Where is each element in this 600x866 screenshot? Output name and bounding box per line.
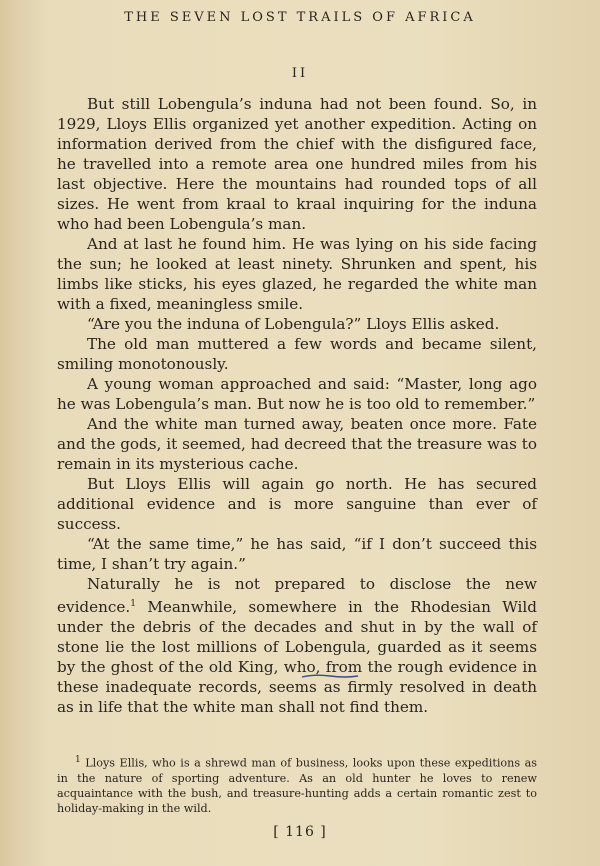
pen-underline-mark [300,673,360,679]
section-number: II [291,66,309,81]
paragraph: But still Lobengula’s induna had not been found. So, in 1929, Lloys Ellis organized yet another expedition. Acting on information derived from the chief with the disfigured face, he travelled into a remote area one hundred miles from his last objective. Here the mountains had rounded tops of all sizes. He went from kraal to kraal inquiring for the induna who had been Lobengula’s man. [57,95,537,233]
footnote-reference: 1 [130,599,136,609]
footnote-text: Lloys Ellis, who is a shrewd man of business, looks upon these expeditions as in the nature of sporting adventure. As an old hunter he loves to renew acquaintance with the bush, and treasure-hunting adds a certain romantic zest to holiday-making in the wild. [57,756,537,815]
paragraph: And the white man turned away, beaten once more. Fate and the gods, it seemed, had decreed that the treasure was to remain in its mysterious cache. [57,415,537,473]
paragraph: The old man muttered a few words and became silent, smiling monotonously. [57,335,537,373]
paragraph-text: Naturally he is not prepared to disclose the new evidence. [57,575,537,617]
paragraph-text: Meanwhile, somewhere in the Rhodesian Wild under the debris of the decades and shut in by the wall of stone lie the lost millions of Lobengula, guarded as it seems by the ghost of the old King, who, from the rough evidence in these inadequate records, seems as firmly resolved in death as in life that the white man shall not find them. [57,598,537,717]
footnote [57,753,537,816]
page-number: [ 116 ] [273,824,327,840]
footnote-mark: 1 [75,755,81,765]
paragraph-last [57,574,537,717]
body-text [57,94,537,717]
paragraph: A young woman approached and said: “Master, long ago he was Lobengula’s man. But now he is too old to remember.” [57,375,537,413]
running-head: THE SEVEN LOST TRAILS OF AFRICA [124,10,476,25]
paragraph: And at last he found him. He was lying on his side facing the sun; he looked at least ninety. Shrunken and spent, his limbs like sticks, his eyes glazed, he regarded the white man with a fixed, meaningless smile. [57,235,537,313]
paragraph: But Lloys Ellis will again go north. He has secured additional evidence and is more sanguine than ever of success. [57,475,537,533]
paragraph: “At the same time,” he has said, “if I don’t succeed this time, I shan’t try again.” [57,535,537,573]
paragraph: “Are you the induna of Lobengula?” Lloys Ellis asked. [87,315,500,333]
